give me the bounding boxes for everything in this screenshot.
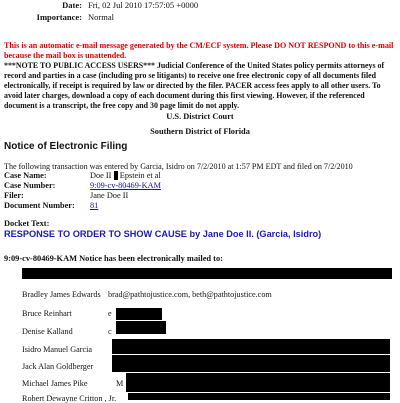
redaction-block: [112, 355, 390, 372]
importance-value: Normal: [88, 12, 114, 22]
docket-text-label: Docket Text:: [4, 219, 50, 228]
document-number-label: Document Number:: [4, 201, 75, 210]
public-access-notice: ***NOTE TO PUBLIC ACCESS USERS*** Judicial Conference of the United States policy permits attorneys of record and parties in a case (including pro se litigants) to receive one free electronic copy of all documents filed electronically, if receipt is required by law or directed by the filer. PACER access fees apply to all other users. To avoid later charges, download a copy of each document during this first viewing. However, if the referenced document is a transcript, the free copy and 30 page limit do not apply.: [4, 61, 385, 110]
recipient-name: Denise Kalland: [22, 327, 73, 336]
recipient-email: M: [116, 379, 124, 388]
case-name-value: Doe II: [90, 171, 112, 180]
redaction-block: [112, 339, 390, 354]
case-name-label: Case Name:: [4, 171, 47, 180]
recipient-name: Michael James Pike: [22, 379, 88, 388]
document-number-link[interactable]: 81: [90, 201, 99, 210]
redaction-block: [22, 268, 392, 279]
case-name-rest: Epstein et al: [119, 171, 161, 180]
redaction-block: [126, 373, 390, 392]
filing-heading: Notice of Electronic Filing: [4, 141, 128, 152]
recipient-email: c: [108, 327, 112, 336]
mailed-to-heading: 9:09-cv-80469-KAM Notice has been electronically mailed to:: [4, 254, 223, 263]
filer-label: Filer:: [4, 191, 24, 200]
case-number-label: Case Number:: [4, 181, 56, 190]
recipient-name: Robert Dewayne Critton , Jr.: [22, 394, 117, 403]
redaction-block: [116, 321, 166, 334]
redaction-block: [116, 308, 162, 320]
filer-row: [4, 191, 129, 200]
recipient-email: brad@pathtojustice.com, beth@pathtojustice.com: [108, 290, 272, 299]
filer-value: Jane Doe II: [90, 191, 129, 200]
date-value: Fri, 02 Jul 2010 17:57:05 +0000: [88, 0, 199, 10]
automatic-message-warning: This is an automatic e-mail message generated by the CM/ECF system. Please DO NOT RESPOND to this e-mail because the mail box is unattended.: [4, 41, 394, 60]
document-number-row: [4, 201, 99, 210]
case-name-row: [4, 171, 161, 180]
recipient-name: Bradley James Edwards: [22, 290, 101, 299]
court-name: U.S. District Court: [166, 112, 234, 121]
date-label: Date:: [62, 0, 82, 10]
docket-text: RESPONSE TO ORDER TO SHOW CAUSE by Jane Doe II. (Garcia, Isidro): [4, 229, 322, 239]
redaction-block: [128, 393, 390, 400]
recipient-name: Jack Alan Goldberger: [22, 362, 94, 371]
recipient-name: Isidro Manuel Garcia: [22, 345, 93, 354]
court-district: Southern District of Florida: [150, 127, 250, 136]
case-number-row: [4, 181, 161, 190]
redaction-mark: [114, 171, 118, 180]
case-number-link[interactable]: 9:09-cv-80469-KAM: [90, 181, 161, 190]
importance-label: Importance:: [36, 12, 82, 22]
transaction-intro: The following transaction was entered by Garcia, Isidro on 7/2/2010 at 1:57 PM EDT and filed on 7/2/2010: [4, 162, 353, 171]
recipient-email: e: [108, 309, 112, 318]
recipient-name: Bruce Reinhart: [22, 309, 72, 318]
